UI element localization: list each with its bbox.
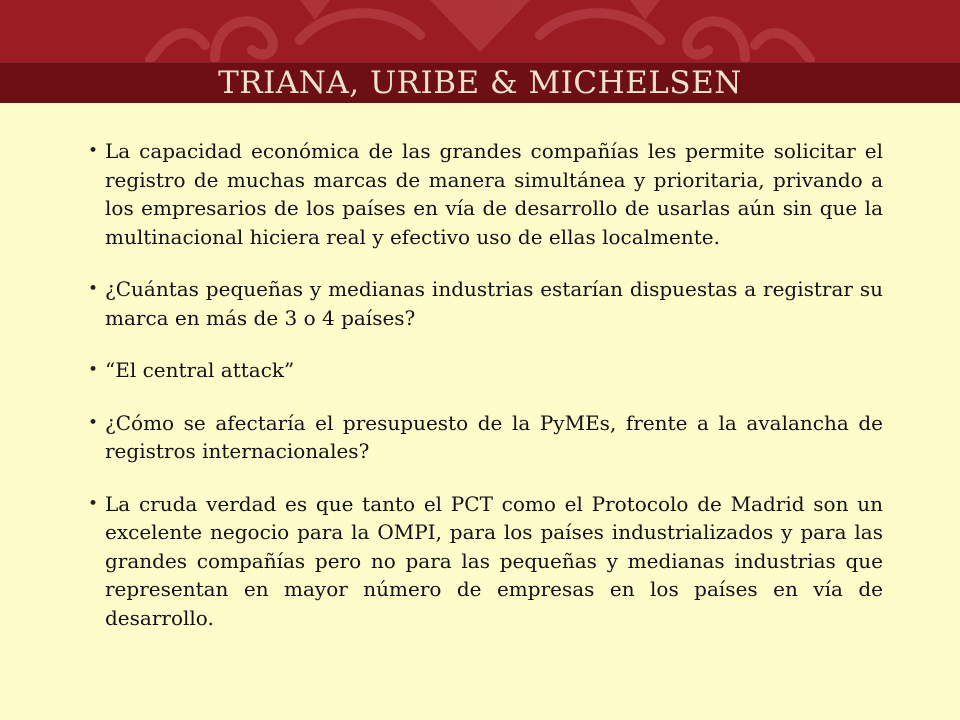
bullet-list [88,137,883,632]
bullet-item: • La capacidad económica de las grandes compañías les permite solicitar el registro de muchas marcas de manera simultánea y prioritaria, privando a los empresarios de los países en vía de desarrollo de usarlas aún sin que la multinacional hiciera real y efectivo uso de ellas localmente. [88,137,883,251]
ornament-decoration [0,0,960,62]
company-title: TRIANA, URIBE & MICHELSEN [218,65,742,101]
header-banner [0,0,960,103]
bullet-item: • ¿Cuántas pequeñas y medianas industrias estarían dispuestas a registrar su marca en más de 3 o 4 países? [88,275,883,332]
bullet-item: • ¿Cómo se afectaría el presupuesto de la PyMEs, frente a la avalancha de registros internacionales? [88,409,883,466]
bullet-item: • “El central attack” [88,356,883,385]
title-band [0,62,960,103]
bullet-item: • La cruda verdad es que tanto el PCT como el Protocolo de Madrid son un excelente negocio para la OMPI, para los países industrializados y para las grandes compañías pero no para las pequeñas y medianas industrias que representan en mayor número de empresas en los países en vía de desarrollo. [88,490,883,633]
